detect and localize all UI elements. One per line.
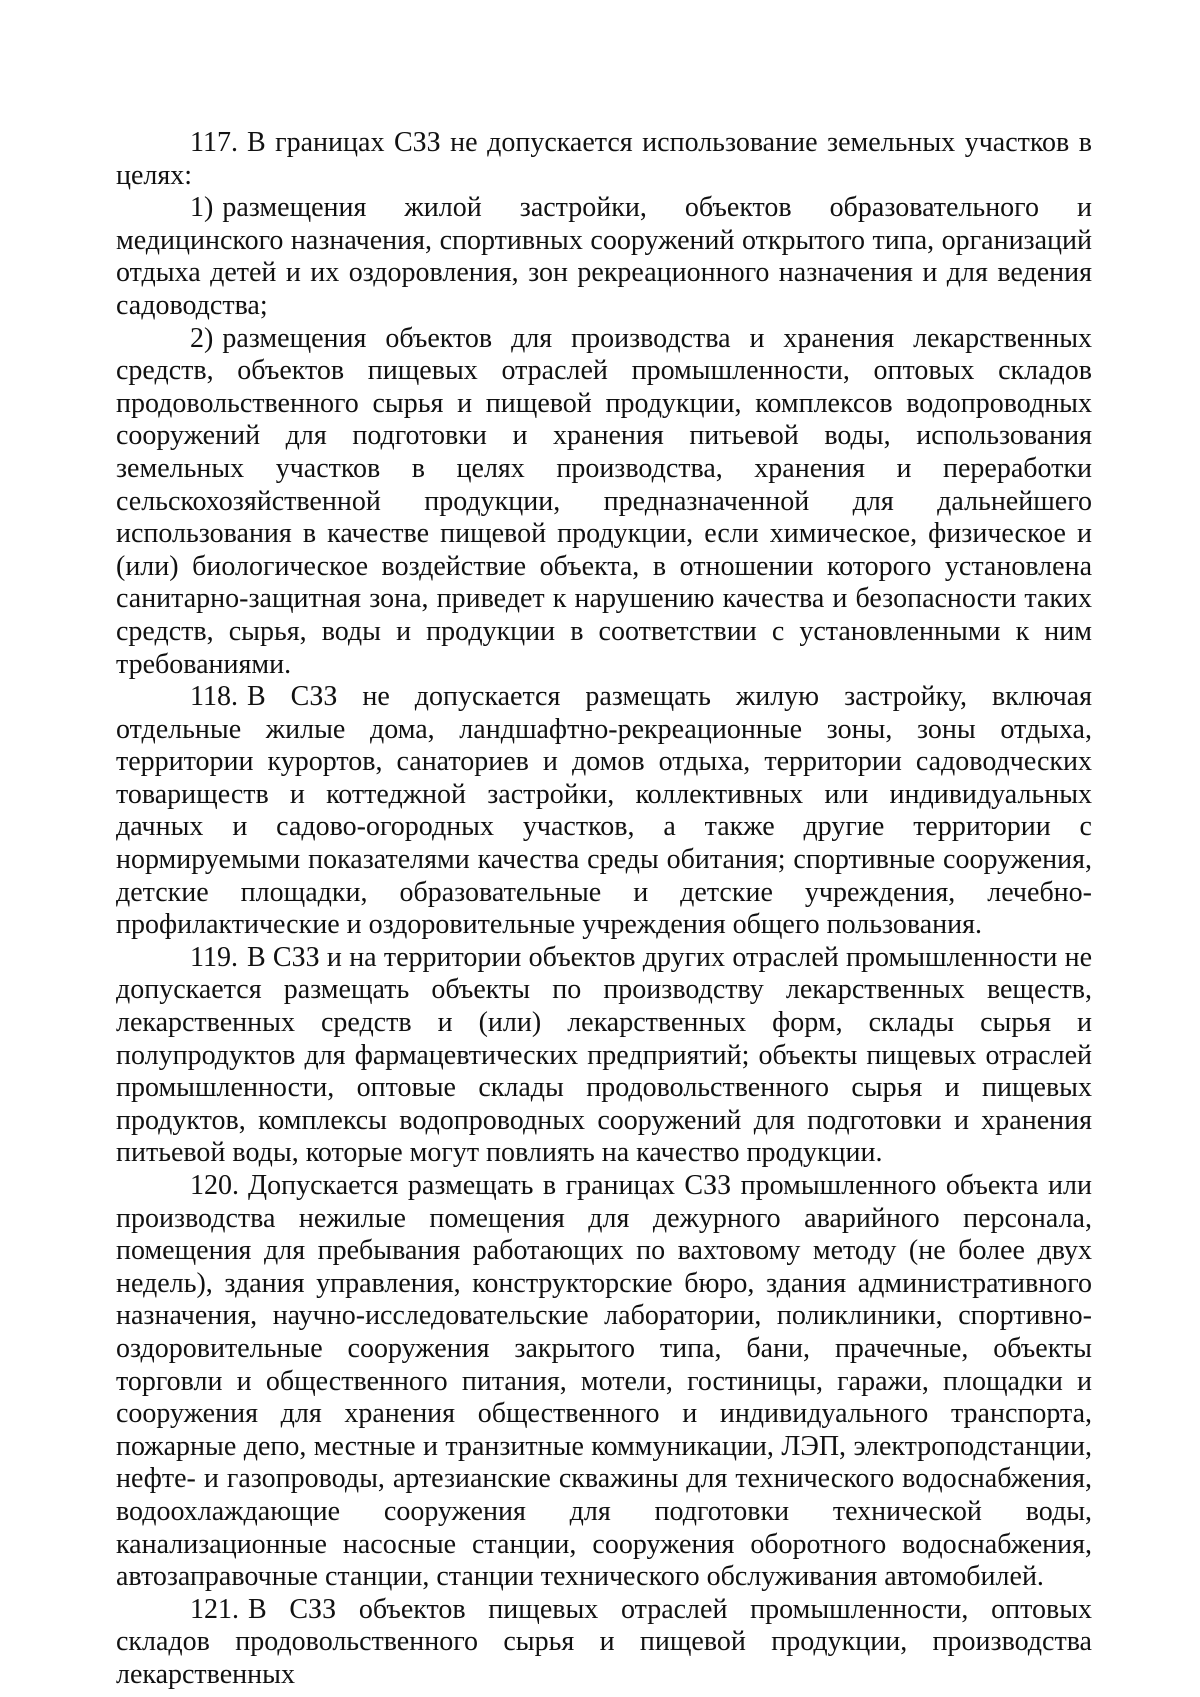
paragraph-118 [116, 681, 1092, 942]
paragraph-number: 121. [190, 1593, 239, 1625]
list-item-number: 1) [190, 192, 214, 224]
paragraph-119 [116, 942, 1092, 1170]
paragraph-text: В границах СЗЗ не допускается использование земельных участков в целях: [116, 127, 1092, 191]
paragraph-121 [116, 1594, 1092, 1692]
list-item-number: 2) [190, 322, 214, 354]
paragraph-number: 120. [190, 1170, 239, 1201]
paragraph-number: 117. [190, 127, 238, 158]
paragraph-text: В СЗЗ и на территории объектов других отраслей промышленности не допускается размещать объекты по производству лекарственных веществ, лекарственных средств и (или) лекарственных форм, склады сырья и полупродуктов для фармацевтических предприятий; объекты пищевых отраслей промышленности, оптовые склады продовольственного сырья и пищевых продуктов, комплексы водопроводных сооружений для подготовки и хранения питьевой воды, которые могут повлиять на качество продукции. [116, 941, 1092, 1169]
paragraph-text: Допускается размещать в границах СЗЗ промышленного объекта или производства нежилые помещения для дежурного аварийного персонала, помещения для пребывания работающих по вахтовому методу (не более двух недель), здания управления, конструкторские бюро, здания административного назначения, научно-исследовательские лаборатории, поликлиники, спортивно-оздоровительные сооружения закрытого типа, бани, прачечные, объекты торговли и общественного питания, мотели, гостиницы, гаражи, площадки и сооружения для хранения общественного и индивидуального транспорта, пожарные депо, местные и транзитные коммуникации, ЛЭП, электроподстанции, нефте- и газопроводы, артезианские скважины для технического водоснабжения, водоохлаждающие сооружения для подготовки технической воды, канализационные насосные станции, сооружения оборотного водоснабжения, автозаправочные станции, станции технического обслуживания автомобилей. [116, 1170, 1092, 1593]
list-item-text: размещения жилой застройки, объектов образовательного и медицинского назначения, спортивных сооружений открытого типа, организаций отдыха детей и их оздоровления, зон рекреационного назначения и для ведения садоводства; [116, 192, 1092, 321]
paragraph-text: В СЗЗ не допускается размещать жилую застройку, включая отдельные жилые дома, ландшафтно-рекреационные зоны, зоны отдыха, территории курортов, санаториев и домов отдыха, территории садоводческих товариществ и коттеджной застройки, коллективных или индивидуальных дачных и садово-огородных участков, а также другие территории с нормируемыми показателями качества среды обитания; спортивные сооружения, детские площадки, образовательные и детские учреждения, лечебно-профилактические и оздоровительные учреждения общего пользования. [116, 681, 1092, 941]
paragraph-text: В СЗЗ объектов пищевых отраслей промышленности, оптовых складов продовольственного сырья и пищевой продукции, производства лекарственных [116, 1593, 1092, 1690]
paragraph-number: 118. [190, 681, 238, 713]
paragraph-117 [116, 127, 1092, 192]
list-item-2 [116, 323, 1092, 682]
list-item-1 [116, 192, 1092, 322]
document-body [116, 127, 1092, 1692]
paragraph-number: 119. [190, 941, 238, 973]
paragraph-120 [116, 1170, 1092, 1594]
list-item-text: размещения объектов для производства и хранения лекарственных средств, объектов пищевых отраслей промышленности, оптовых складов продовольственного сырья и пищевой продукции, комплексов водопроводных сооружений для подготовки и хранения питьевой воды, использования земельных участков в целях производства, хранения и переработки сельскохозяйственной продукции, предназначенной для дальнейшего использования в качестве пищевой продукции, если химическое, физическое и (или) биологическое воздействие объекта, в отношении которого установлена санитарно-защитная зона, приведет к нарушению качества и безопасности таких средств, сырья, воды и продукции в соответствии с установленными к ним требованиями. [116, 322, 1092, 680]
